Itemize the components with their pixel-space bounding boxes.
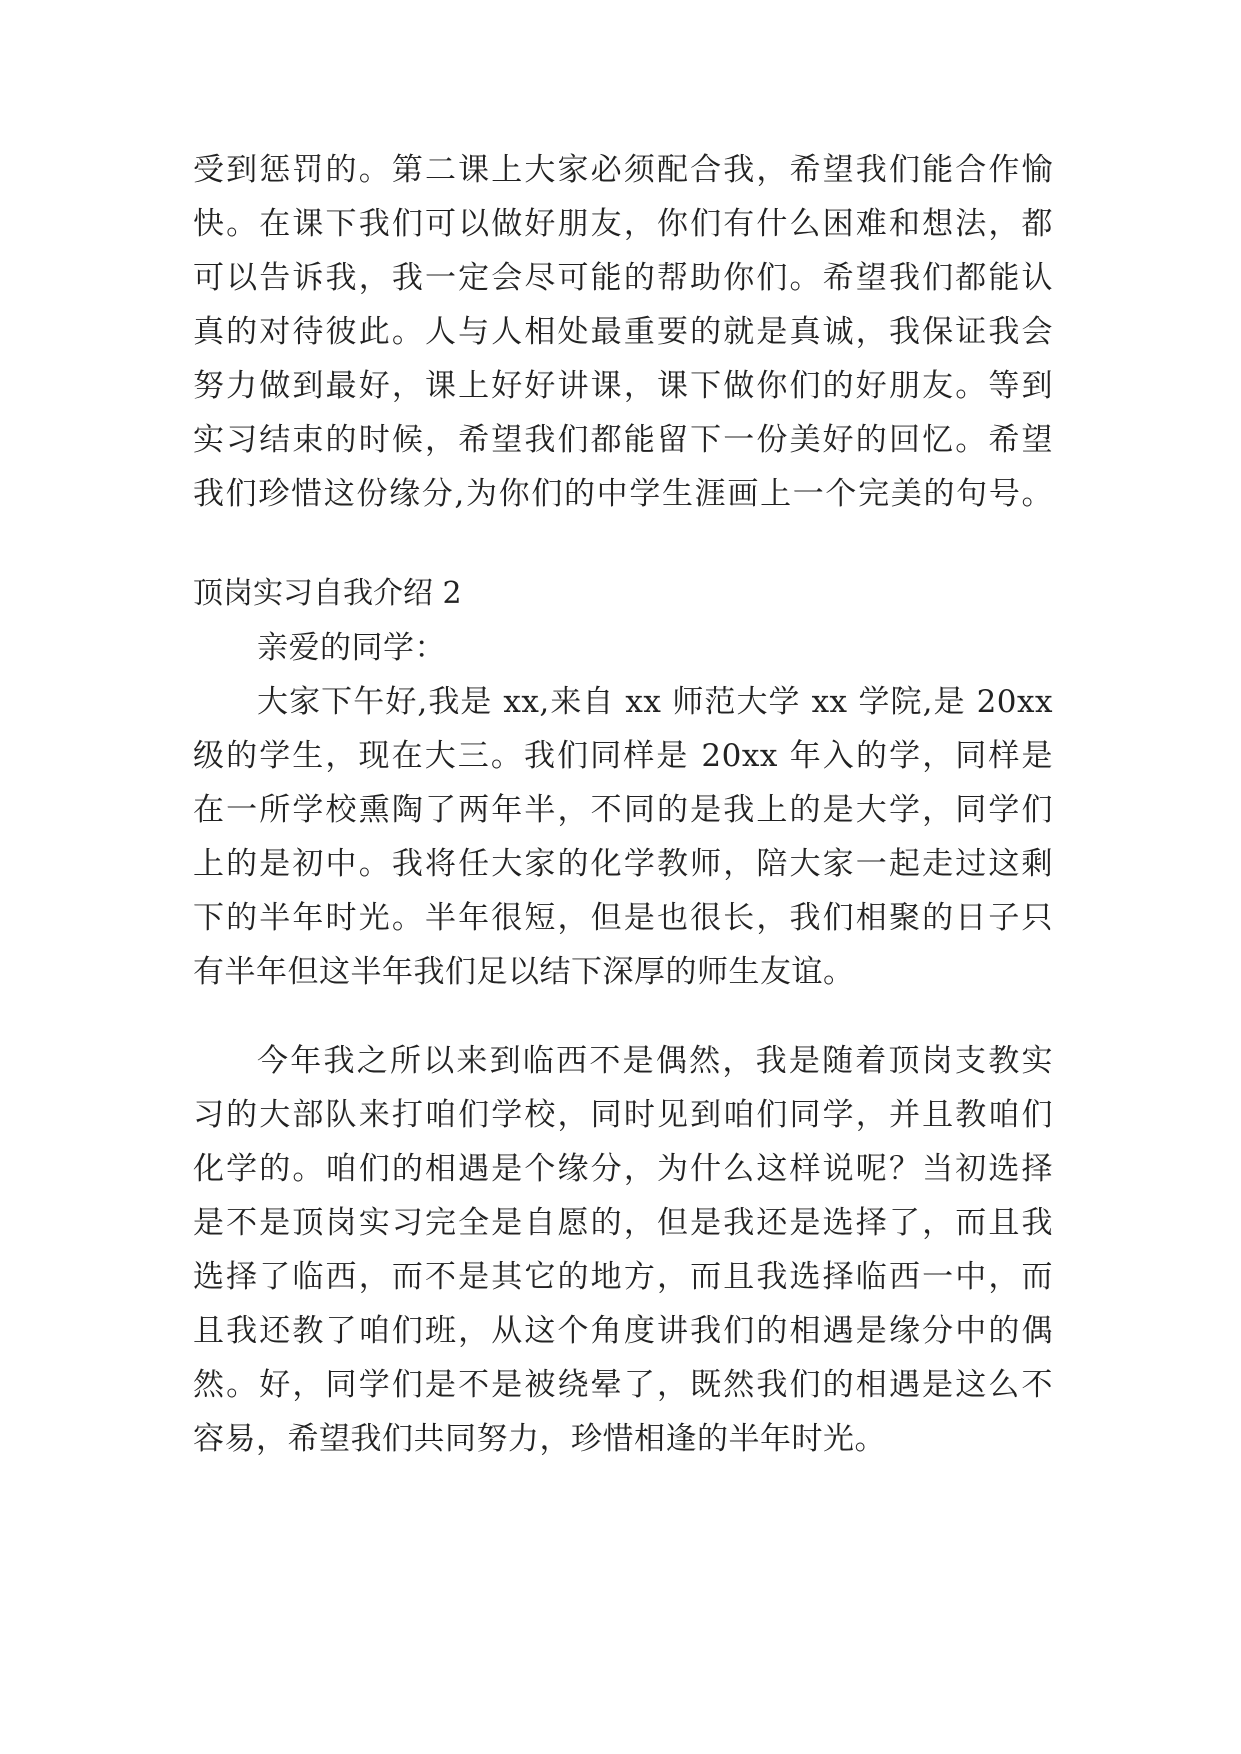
paragraph-line: 我们珍惜这份缘分,为你们的中学生涯画上一个完美的句号。 [193,476,1053,512]
paragraph-line: 大家下午好,我是 xx,来自 xx 师范大学 xx 学院,是 20xx [257,684,1053,720]
paragraph-line: 快。在课下我们可以做好朋友，你们有什么困难和想法，都 [193,206,1053,242]
paragraph-line: 然。好，同学们是不是被绕晕了，既然我们的相遇是这么不 [193,1367,1053,1403]
paragraph-line: 实习结束的时候，希望我们都能留下一份美好的回忆。希望 [193,422,1053,458]
paragraph-line: 化学的。咱们的相遇是个缘分，为什么这样说呢？当初选择 [193,1151,1053,1187]
greeting: 亲爱的同学： [257,630,446,666]
paragraph-line: 可以告诉我，我一定会尽可能的帮助你们。希望我们都能认 [193,260,1053,296]
section-heading: 顶岗实习自我介绍 2 [193,576,462,611]
paragraph-line: 在一所学校熏陶了两年半，不同的是我上的是大学，同学们 [193,792,1053,828]
paragraph-line: 级的学生，现在大三。我们同样是 20xx 年入的学，同样是 [193,738,1053,774]
paragraph-line: 下的半年时光。半年很短，但是也很长，我们相聚的日子只 [193,900,1053,936]
paragraph-line: 容易，希望我们共同努力，珍惜相逢的半年时光。 [193,1421,886,1457]
paragraph-line: 习的大部队来打咱们学校，同时见到咱们同学，并且教咱们 [193,1097,1053,1133]
paragraph-line: 且我还教了咱们班，从这个角度讲我们的相遇是缘分中的偶 [193,1313,1053,1349]
paragraph-line: 今年我之所以来到临西不是偶然，我是随着顶岗支教实 [257,1043,1053,1079]
paragraph-line: 是不是顶岗实习完全是自愿的，但是我还是选择了，而且我 [193,1205,1053,1241]
paragraph-line: 受到惩罚的。第二课上大家必须配合我，希望我们能合作愉 [193,152,1053,188]
paragraph-line: 有半年但这半年我们足以结下深厚的师生友谊。 [193,954,855,990]
paragraph-line: 上的是初中。我将任大家的化学教师，陪大家一起走过这剩 [193,846,1053,882]
paragraph-line: 选择了临西，而不是其它的地方，而且我选择临西一中，而 [193,1259,1053,1295]
paragraph-line: 真的对待彼此。人与人相处最重要的就是真诚，我保证我会 [193,314,1053,350]
paragraph-line: 努力做到最好，课上好好讲课，课下做你们的好朋友。等到 [193,368,1053,404]
